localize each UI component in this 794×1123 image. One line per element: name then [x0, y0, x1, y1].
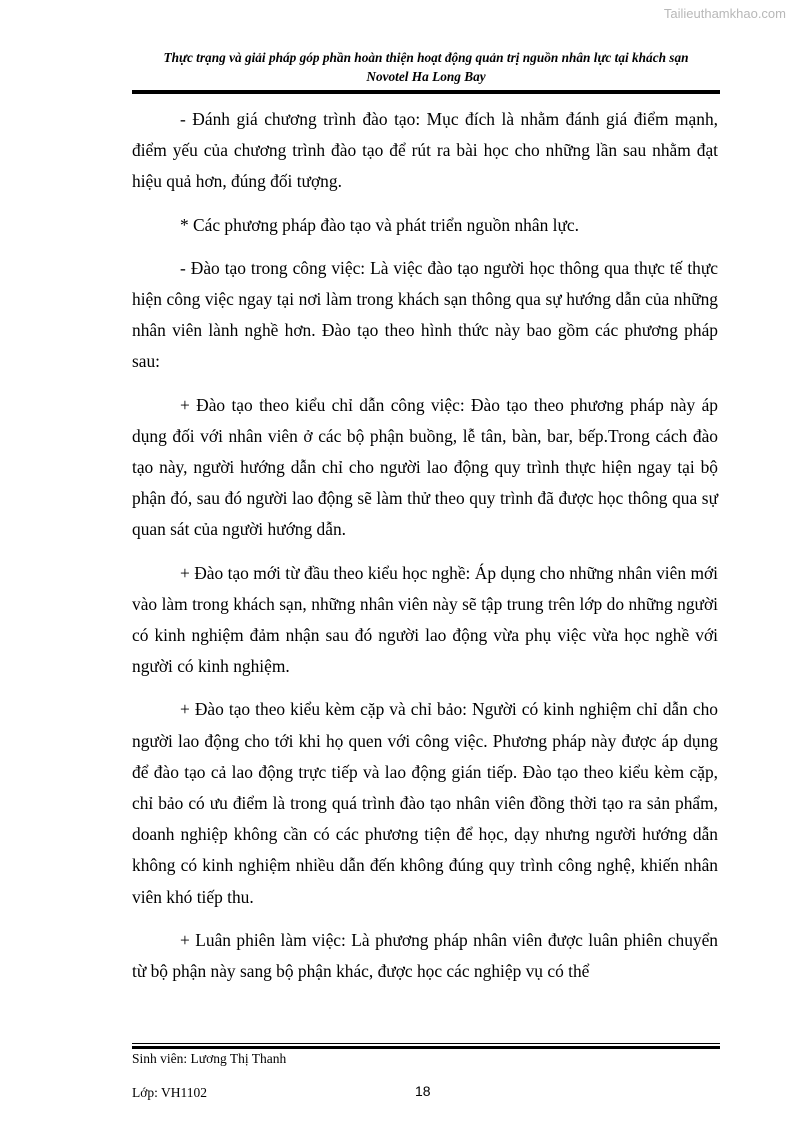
paragraph-on-the-job-training: - Đào tạo trong công việc: Là việc đào tạo người học thông qua thực tế thực hiện công việc ngay tại nơi làm trong khách sạn thông qua sự hướng dẫn của những nhân viên lành nghề hơn. Đào tạo theo hình thức này bao gồm các phương pháp sau:	[132, 257, 718, 372]
footer-double-rule	[132, 1043, 720, 1048]
header-title-line-1: Thực trạng và giải pháp góp phần hoàn thiện hoạt động quản trị nguồn nhân lực tại khách sạn	[163, 50, 689, 65]
paragraph-methods-heading: * Các phương pháp đào tạo và phát triển nguồn nhân lực.	[180, 214, 579, 235]
paragraph-evaluate-training: - Đánh giá chương trình đào tạo: Mục đích là nhằm đánh giá điểm mạnh, điểm yếu của chương trình đào tạo để rút ra bài học cho những lần sau nhằm đạt hiệu quả hơn, đúng đối tượng.	[132, 109, 718, 192]
watermark: Tailieuthamkhao.com	[663, 6, 786, 21]
footer-student-name: Sinh viên: Lương Thị Thanh	[132, 1051, 287, 1066]
page-number: 18	[415, 1083, 431, 1099]
paragraph-coaching: + Đào tạo theo kiểu kèm cặp và chỉ bảo: Người có kinh nghiệm chỉ dẫn cho người lao động cho tới khi họ quen với công việc. Phương pháp này được áp dụng để đào tạo cả lao động trực tiếp và lao động gián tiếp. Đào tạo theo kiểu kèm cặp, chỉ bảo có ưu điểm là trong quá trình đào tạo nhân viên đồng thời tạo ra sản phẩm, doanh nghiệp không cần có các phương tiện để học, dạy nhưng người hướng dẫn không có kinh nghiệm nhiều dẫn đến không đúng quy trình công nghệ, khiến nhân viên khó tiếp thu.	[132, 699, 718, 907]
paragraph-job-rotation: + Luân phiên làm việc: Là phương pháp nhân viên được luân phiên chuyển từ bộ phận này sang bộ phận khác, được học các nghiệp vụ có thể	[132, 929, 718, 982]
paragraph-job-instruction: + Đào tạo theo kiểu chỉ dẫn công việc: Đào tạo theo phương pháp này áp dụng đối với nhân viên ở các bộ phận buồng, lễ tân, bàn, bar, bếp.Trong cách đào tạo này, người hướng dẫn chỉ cho người lao động quy trình thực hiện ngay tại bộ phận đó, sau đó người lao động sẽ làm thử theo quy trình đã được học thông qua sự quan sát của người hướng dẫn.	[132, 394, 718, 540]
header-double-rule	[132, 90, 720, 94]
footer-class: Lớp: VH1102	[132, 1085, 208, 1100]
body-text	[132, 104, 718, 999]
running-header	[132, 48, 720, 86]
paragraph-apprenticeship: + Đào tạo mới từ đầu theo kiểu học nghề: Áp dụng cho những nhân viên mới vào làm trong khách sạn, những nhân viên này sẽ tập trung trên lớp do những người có kinh nghiệm đảm nhận sau đó người lao động vừa phụ việc vừa học nghề với người có kinh nghiệm.	[132, 562, 718, 677]
header-title-line-2: Novotel Ha Long Bay	[366, 69, 486, 84]
